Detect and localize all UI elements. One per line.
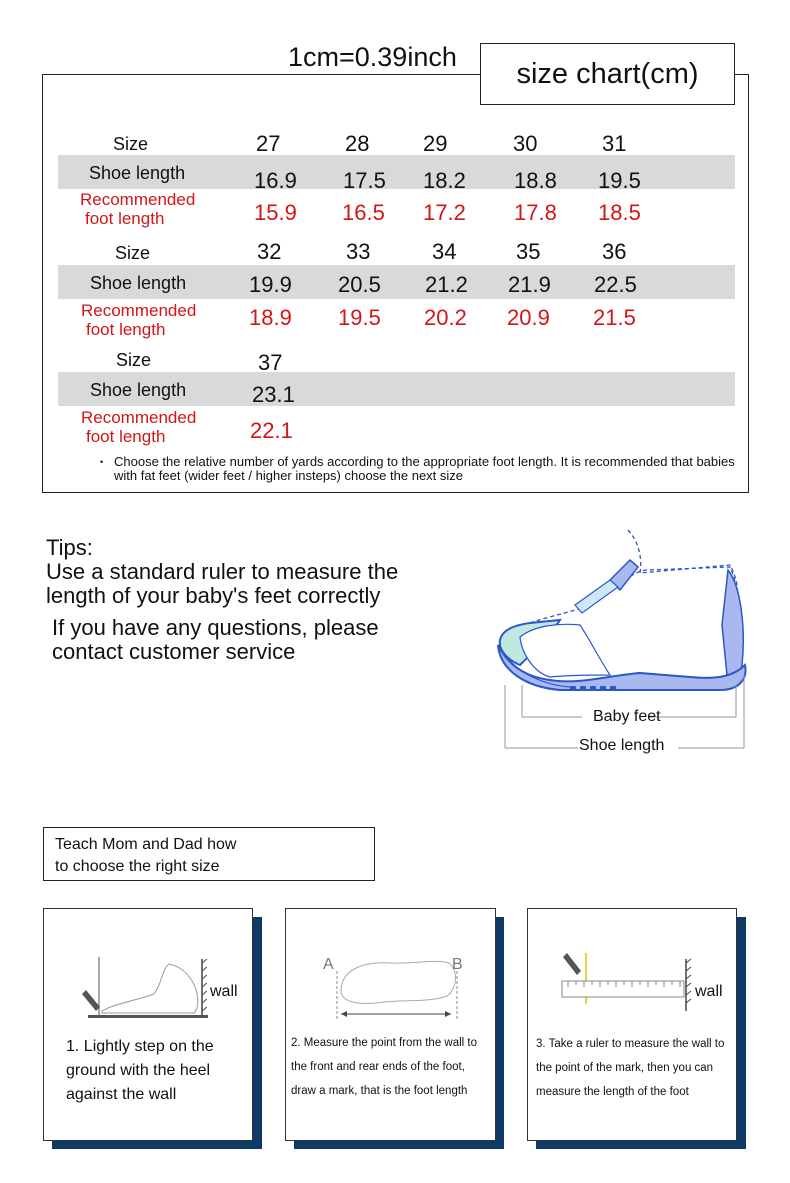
tips-line: If you have any questions, please <box>52 615 379 640</box>
size-value: 37 <box>258 350 283 375</box>
size-value: 34 <box>432 239 457 264</box>
shoe-length-value: 21.9 <box>508 272 551 297</box>
row-label-shoe-length: Shoe length <box>90 380 187 400</box>
size-value: 31 <box>602 131 627 156</box>
step-text <box>66 1035 214 1107</box>
conversion-label: 1cm=0.39inch <box>288 42 457 72</box>
shoe-length-label: Shoe length <box>579 737 665 754</box>
shoe-length-value: 17.5 <box>343 168 386 193</box>
wall-label: wall <box>210 983 238 1000</box>
row-label-recommended: Recommended <box>80 190 196 209</box>
size-value: 30 <box>513 131 538 156</box>
step-card-3 <box>527 908 737 1141</box>
point-a-label: A <box>323 956 334 973</box>
step-text-line: 1. Lightly step on the <box>66 1038 214 1055</box>
recommended-length-value: 20.2 <box>424 305 467 330</box>
bullet: • <box>100 457 104 467</box>
step-card-1 <box>43 908 253 1141</box>
wall-label: wall <box>695 983 723 1000</box>
foot-outline-icon <box>321 951 461 1023</box>
recommended-length-value: 17.2 <box>423 200 466 225</box>
size-value: 35 <box>516 239 541 264</box>
step-text-line: against the wall <box>66 1086 177 1103</box>
step-card-2 <box>285 908 496 1141</box>
ruler-measure-icon <box>558 949 698 1029</box>
shoe-length-value: 18.2 <box>423 168 466 193</box>
shoe-length-value: 19.5 <box>598 168 641 193</box>
recommended-length-value: 15.9 <box>254 200 297 225</box>
size-value: 32 <box>257 239 282 264</box>
row-label-foot-length: foot length <box>85 209 165 228</box>
row-label-shoe-length: Shoe length <box>90 273 187 293</box>
step-text-line: the point of the mark, then you can <box>536 1062 714 1074</box>
row-label-foot-length: foot length <box>86 427 166 446</box>
teach-line: Teach Mom and Dad how <box>55 836 237 853</box>
row-label-shoe-length: Shoe length <box>89 163 186 183</box>
size-value: 29 <box>423 131 448 156</box>
shoe-length-value: 20.5 <box>338 272 381 297</box>
step-text-line: measure the length of the foot <box>536 1086 689 1098</box>
chart-note <box>100 455 745 483</box>
row-label-recommended: Recommended <box>81 301 197 320</box>
step-text-line: the front and rear ends of the foot, <box>291 1061 465 1073</box>
recommended-length-value: 21.5 <box>593 305 636 330</box>
shoe-length-value: 19.9 <box>249 272 292 297</box>
foot-against-wall-icon <box>74 949 214 1029</box>
teach-line: to choose the right size <box>55 858 220 875</box>
recommended-length-value: 20.9 <box>507 305 550 330</box>
recommended-length-value: 17.8 <box>514 200 557 225</box>
shoe-length-value: 23.1 <box>252 382 295 407</box>
row-label-size: Size <box>116 350 152 370</box>
tips-line: contact customer service <box>52 639 296 664</box>
recommended-length-value: 22.1 <box>250 418 293 443</box>
step-text <box>291 1031 477 1103</box>
shoe-length-value: 21.2 <box>425 272 468 297</box>
size-chart-title: size chart(cm) <box>480 43 735 105</box>
size-value: 36 <box>602 239 627 264</box>
row-label-size: Size <box>113 134 149 154</box>
step-text <box>536 1032 724 1104</box>
shoe-length-value: 22.5 <box>594 272 637 297</box>
point-b-label: B <box>452 956 463 973</box>
baby-feet-label: Baby feet <box>593 708 661 725</box>
size-value: 28 <box>345 131 370 156</box>
row-label-recommended: Recommended <box>81 408 197 427</box>
recommended-length-value: 19.5 <box>338 305 381 330</box>
size-value: 33 <box>346 239 371 264</box>
tips-line: Use a standard ruler to measure the <box>46 559 399 584</box>
tips-line: length of your baby's feet correctly <box>46 583 381 608</box>
step-text-line: 3. Take a ruler to measure the wall to <box>536 1038 725 1050</box>
chart-note-text: Choose the relative number of yards according to the appropriate foot length. It is recommended that babies with fat feet (wider feet / higher insteps) choose the next size <box>114 454 735 483</box>
tips-heading: Tips: <box>46 535 93 560</box>
step-text-line: draw a mark, that is the foot length <box>291 1085 468 1097</box>
shoe-length-value: 18.8 <box>514 168 557 193</box>
step-text-line: ground with the heel <box>66 1062 211 1079</box>
row-label-foot-length: foot length <box>86 320 166 339</box>
teach-box <box>43 827 375 881</box>
recommended-length-value: 18.9 <box>249 305 292 330</box>
recommended-length-value: 18.5 <box>598 200 641 225</box>
recommended-length-value: 16.5 <box>342 200 385 225</box>
size-value: 27 <box>256 131 281 156</box>
row-label-size: Size <box>115 243 151 263</box>
step-text-line: 2. Measure the point from the wall to <box>291 1037 478 1049</box>
shoe-length-value: 16.9 <box>254 168 297 193</box>
